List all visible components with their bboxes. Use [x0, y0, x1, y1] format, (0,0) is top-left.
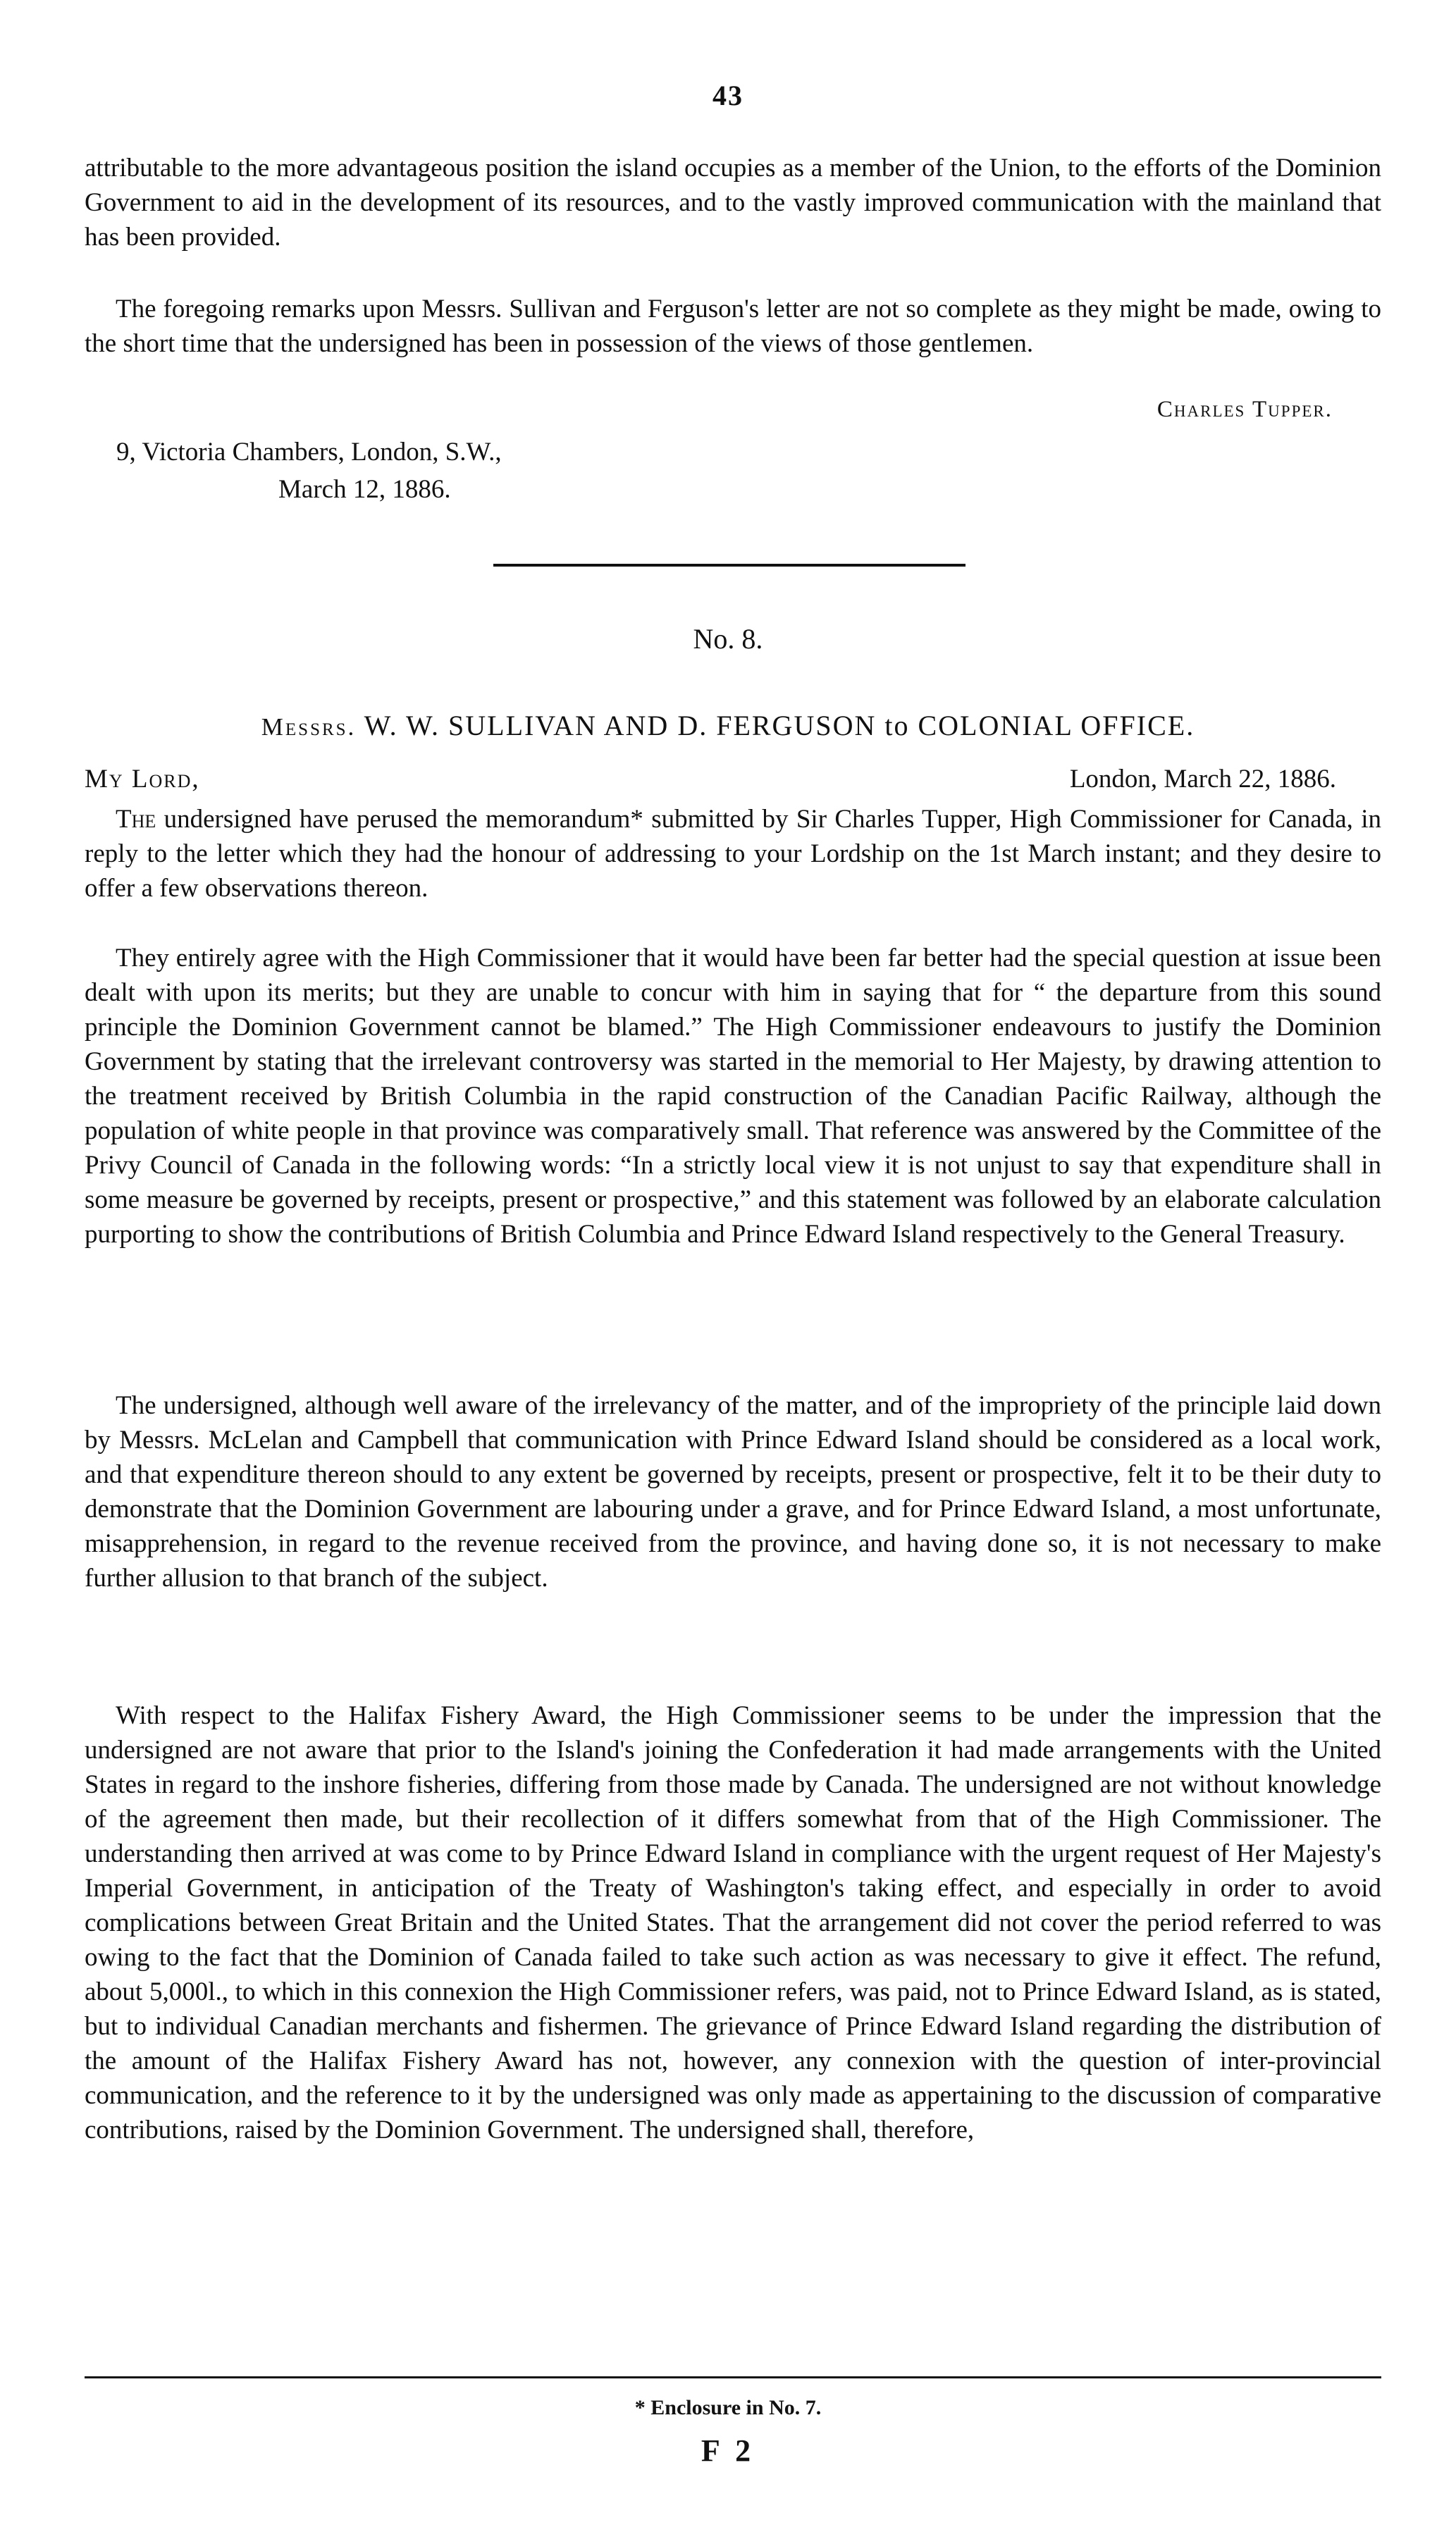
- printer-signature-mark: F 2: [701, 2433, 755, 2468]
- letter-dateline: London, March 22, 1886.: [1069, 765, 1336, 794]
- paragraph-opening-word: The: [116, 805, 156, 834]
- letter-paragraph-1: [85, 802, 1381, 906]
- sender-address: [116, 433, 502, 508]
- page-number: 43: [712, 80, 744, 111]
- signatory: Charles Tupper.: [1156, 397, 1333, 422]
- heading-title: W. W. SULLIVAN AND D. FERGUSON to COLONIAL OFFICE.: [364, 710, 1195, 741]
- closing-paragraph-text: The foregoing remarks upon Messrs. Sullivan and Ferguson's letter are not so complete as they might be made, owing to the short time that the undersigned has been in possession of the views of those gentlemen.: [85, 295, 1381, 358]
- salutation: My Lord,: [85, 765, 200, 794]
- paragraph-text: The undersigned, although well aware of the irrelevancy of the matter, and of the impropriety of the principle laid down by Messrs. McLelan and Campbell that communication with Prince Edward Island should be considered as a local work, and that expenditure thereon should to any extent be governed by receipts, present or prospective, felt it to be their duty to demonstrate that the Dominion Government are labouring under a grave, and for Prince Edward Island, a most unfortunate, misapprehension, in regard to the revenue received from the province, and having done so, it is not necessary to make further allusion to that branch of the subject.: [85, 1391, 1381, 1593]
- document-number: No. 8.: [693, 623, 763, 655]
- letter-paragraph-4: [85, 1698, 1381, 2147]
- document-heading: [0, 709, 1456, 742]
- paragraph-text: undersigned have perused the memorandum* submitted by Sir Charles Tupper, High Commissioner for Canada, in reply to the letter which they had the honour of addressing to your Lordship on the 1st March instant; and they desire to offer a few observations thereon.: [85, 805, 1381, 903]
- heading-prefix: Messrs.: [261, 713, 357, 741]
- address-line: 9, Victoria Chambers, London, S.W.,: [116, 438, 502, 467]
- section-divider: [493, 564, 965, 567]
- continuation-paragraph: attributable to the more advantageous position the island occupies as a member of the Union, to the efforts of the Dominion Government to aid in the development of its resources, and to the vastly improved communication with the mainland that has been provided.: [85, 154, 1381, 252]
- letter-paragraph-3: [85, 1388, 1381, 1595]
- paragraph-text: They entirely agree with the High Commissioner that it would have been far better had the special question at issue been dealt with upon its merits; but they are unable to concur with him in saying that for “ the departure from this sound principle the Dominion Government cannot be blamed.” The High Commissioner endeavours to justify the Dominion Government by stating that the irrelevant controversy was started in the memorial to Her Majesty, by drawing attention to the treatment received by British Columbia in the rapid construction of the Canadian Pacific Railway, although the population of white people in that province was comparatively small. That reference was answered by the Committee of the Privy Council of Canada in the following words: “In a strictly local view it is not unjust to say that expenditure shall in some measure be governed by receipts, present or prospective,” and this statement was followed by an elaborate calculation purporting to show the contributions of British Columbia and Prince Edward Island respectively to the General Treasury.: [85, 944, 1381, 1249]
- footnote: * Enclosure in No. 7.: [634, 2396, 822, 2419]
- letter-paragraph-2: [85, 941, 1381, 1252]
- footnote-divider: [85, 2376, 1381, 2378]
- closing-paragraph: [85, 292, 1381, 361]
- address-date: March 12, 1886.: [278, 475, 451, 504]
- paragraph-text: With respect to the Halifax Fishery Award, the High Commissioner seems to be under the impression that the undersigned are not aware that prior to the Island's joining the Confederation it had made arrangements with the United States in regard to the inshore fisheries, differing from those made by Canada. The undersigned are not without knowledge of the agreement then made, but their recollection of it differs somewhat from that of the High Commissioner. The understanding then arrived at was come to by Prince Edward Island in compliance with the urgent request of Her Majesty's Imperial Government, in anticipation of the Treaty of Washington's taking effect, and especially in order to avoid complications between Great Britain and the United States. That the arrangement did not cover the period referred to was owing to the fact that the Dominion of Canada failed to take such action as was necessary to give it effect. The refund, about 5,000l., to which in this connexion the High Commissioner refers, was paid, not to Prince Edward Island, as is stated, but to individual Canadian merchants and fishermen. The grievance of Prince Edward Island regarding the distribution of the amount of the Halifax Fishery Award has not, however, any connexion with the question of inter-provincial communication, and the reference to it by the undersigned was only made as appertaining to the discussion of comparative contributions, raised by the Dominion Government. The undersigned shall, therefore,: [85, 1701, 1381, 2144]
